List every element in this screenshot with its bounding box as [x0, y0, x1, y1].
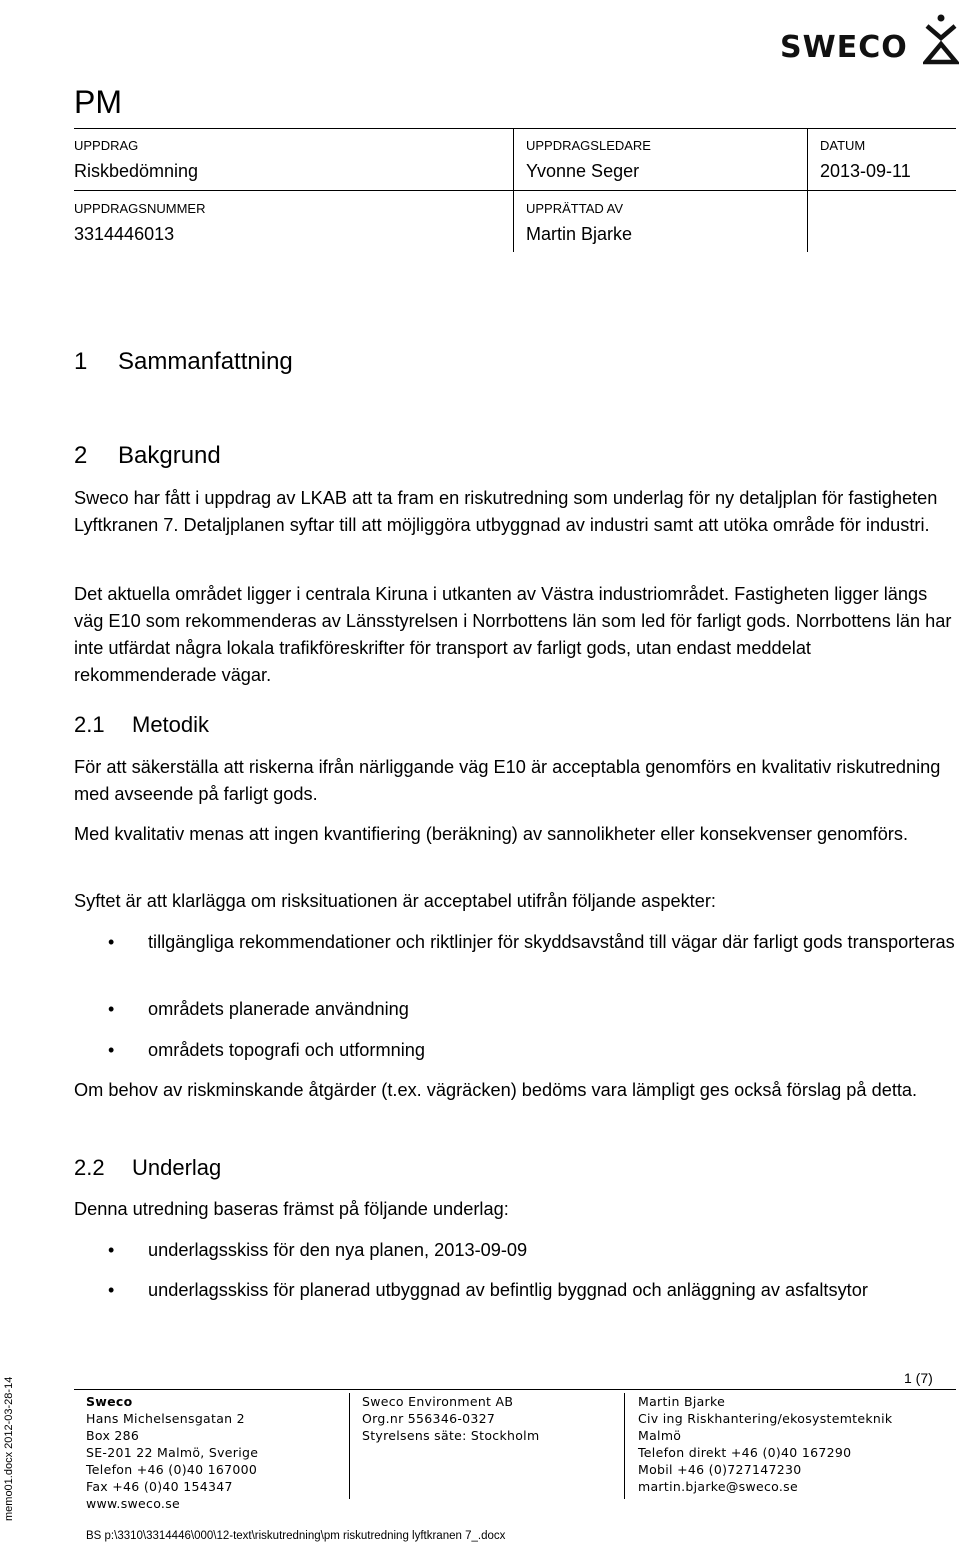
- footer-contact-email: martin.bjarke@sweco.se: [638, 1479, 798, 1494]
- metodik-paragraph-1: För att säkerställa att riskerna ifrån närliggande väg E10 är acceptabla genomförs en kvalitativ riskutredning med avseende på farligt gods.: [74, 757, 941, 804]
- bullet-icon: •: [108, 1240, 115, 1260]
- section-number: 2.2: [74, 1155, 105, 1180]
- footer-contact-mobile: Mobil +46 (0)727147230: [638, 1462, 802, 1477]
- sweco-logo: [780, 10, 960, 70]
- bakgrund-paragraph-2: Det aktuella området ligger i centrala Kiruna i utkanten av Västra industriområdet. Fastigheten ligger längs väg E10 som rekommenderas av Länsstyrelsen i Norrbottens län som led för farligt gods. Norrbottens län har inte utfärdat några lokala trafikföreskrifter för transport av farligt gods, utan endast meddelat rekommenderade vägar.: [74, 584, 952, 685]
- section-2-2-heading: [74, 1154, 221, 1182]
- underlag-paragraph-1: Denna utredning baseras främst på följande underlag:: [74, 1199, 509, 1219]
- section-title: Bakgrund: [118, 442, 221, 469]
- header-divider-2: [807, 128, 808, 252]
- bullet-icon: •: [108, 1040, 115, 1060]
- section-number: 2: [74, 442, 88, 469]
- footer-seat: Styrelsens säte: Stockholm: [362, 1428, 540, 1443]
- uppdragsledare-label: UPPDRAGSLEDARE: [526, 138, 651, 153]
- metodik-paragraph-4: Om behov av riskminskande åtgärder (t.ex. vägräcken) bedöms vara lämpligt ges också förslag på detta.: [74, 1080, 918, 1100]
- section-2-1-heading: [74, 711, 209, 739]
- list-item-text: områdets planerade användning: [148, 999, 409, 1019]
- footer-company-column: [86, 1393, 258, 1512]
- section-title: Underlag: [132, 1155, 222, 1180]
- footer-rule: [74, 1389, 956, 1390]
- header-divider-1: [513, 128, 514, 252]
- document-title: PM: [74, 84, 122, 120]
- uppdragsledare-value: Yvonne Seger: [526, 161, 640, 181]
- section-title: Sammanfattning: [118, 348, 293, 375]
- list-item-text: underlagsskiss för den nya planen, 2013-09-09: [148, 1240, 528, 1260]
- footer-contact-column: [638, 1393, 892, 1495]
- footer-org-name: Sweco Environment AB: [362, 1394, 514, 1409]
- footer-fax: Fax +46 (0)40 154347: [86, 1479, 233, 1494]
- footer-org-number: Org.nr 556346-0327: [362, 1411, 496, 1426]
- datum-label: DATUM: [820, 138, 866, 153]
- logo-wordmark: SWECO: [780, 30, 908, 65]
- list-item-text: områdets topografi och utformning: [148, 1040, 426, 1060]
- footer-contact-phone: Telefon direkt +46 (0)40 167290: [638, 1445, 852, 1460]
- section-2-heading: [74, 441, 221, 471]
- section-title: Metodik: [132, 712, 210, 737]
- document-path: BS p:\3310\3314446\000\12-text\riskutredning\pm riskutredning lyftkranen 7_.docx: [86, 1530, 506, 1542]
- footer-contact-title: Civ ing Riskhantering/ekosystemteknik: [638, 1411, 893, 1426]
- footer-company-name: Sweco: [86, 1394, 133, 1409]
- upprattad-value: Martin Bjarke: [526, 224, 633, 244]
- footer-divider-2: [624, 1393, 625, 1499]
- footer-divider-1: [349, 1393, 350, 1499]
- bullet-icon: •: [108, 932, 115, 952]
- uppdragsnummer-label: UPPDRAGSNUMMER: [74, 201, 206, 216]
- bullet-icon: •: [108, 1280, 115, 1300]
- page-number: 1 (7): [904, 1370, 933, 1386]
- bakgrund-paragraph-1: Sweco har fått i uppdrag av LKAB att ta fram en riskutredning som underlag för ny detaljplan för fastigheten Lyftkranen 7. Detaljplanen syftar till att möjliggöra utbyggnad av industri samt att utöka område för industri.: [74, 488, 938, 535]
- section-number: 2.1: [74, 712, 105, 737]
- metodik-paragraph-2: Med kvalitativ menas att ingen kvantifiering (beräkning) av sannolikheter eller konsekvenser genomförs.: [74, 824, 909, 844]
- footer-contact-name: Martin Bjarke: [638, 1394, 726, 1409]
- uppdragsnummer-value: 3314446013: [74, 224, 175, 244]
- footer-website: www.sweco.se: [86, 1496, 180, 1511]
- section-number: 1: [74, 348, 88, 375]
- metodik-paragraph-3: Syftet är att klarlägga om risksituationen är acceptabel utifrån följande aspekter:: [74, 891, 716, 911]
- datum-value: 2013-09-11: [820, 161, 911, 181]
- section-1-heading: [74, 347, 293, 377]
- template-id-vertical: memo01.docx 2012-03-28-14: [3, 1376, 15, 1521]
- header-mid-rule: [74, 190, 956, 191]
- uppdrag-value: Riskbedömning: [74, 161, 199, 181]
- uppdrag-label: UPPDRAG: [74, 138, 139, 153]
- footer-contact-city: Malmö: [638, 1428, 682, 1443]
- footer-phone: Telefon +46 (0)40 167000: [86, 1462, 258, 1477]
- footer-street: Hans Michelsensgatan 2: [86, 1411, 245, 1426]
- header-top-rule: [74, 128, 956, 129]
- footer-postal: SE-201 22 Malmö, Sverige: [86, 1445, 259, 1460]
- sweco-logo-icon: [923, 14, 959, 66]
- upprattad-label: UPPRÄTTAD AV: [526, 201, 624, 216]
- footer-org-column: [362, 1393, 539, 1444]
- list-item-text: tillgängliga rekommendationer och riktlinjer för skyddsavstånd till vägar där farligt gods transporteras: [148, 932, 955, 952]
- bullet-icon: •: [108, 999, 115, 1019]
- list-item-text: underlagsskiss för planerad utbyggnad av befintlig byggnad och anläggning av asfaltsytor: [148, 1280, 868, 1300]
- footer-box: Box 286: [86, 1428, 140, 1443]
